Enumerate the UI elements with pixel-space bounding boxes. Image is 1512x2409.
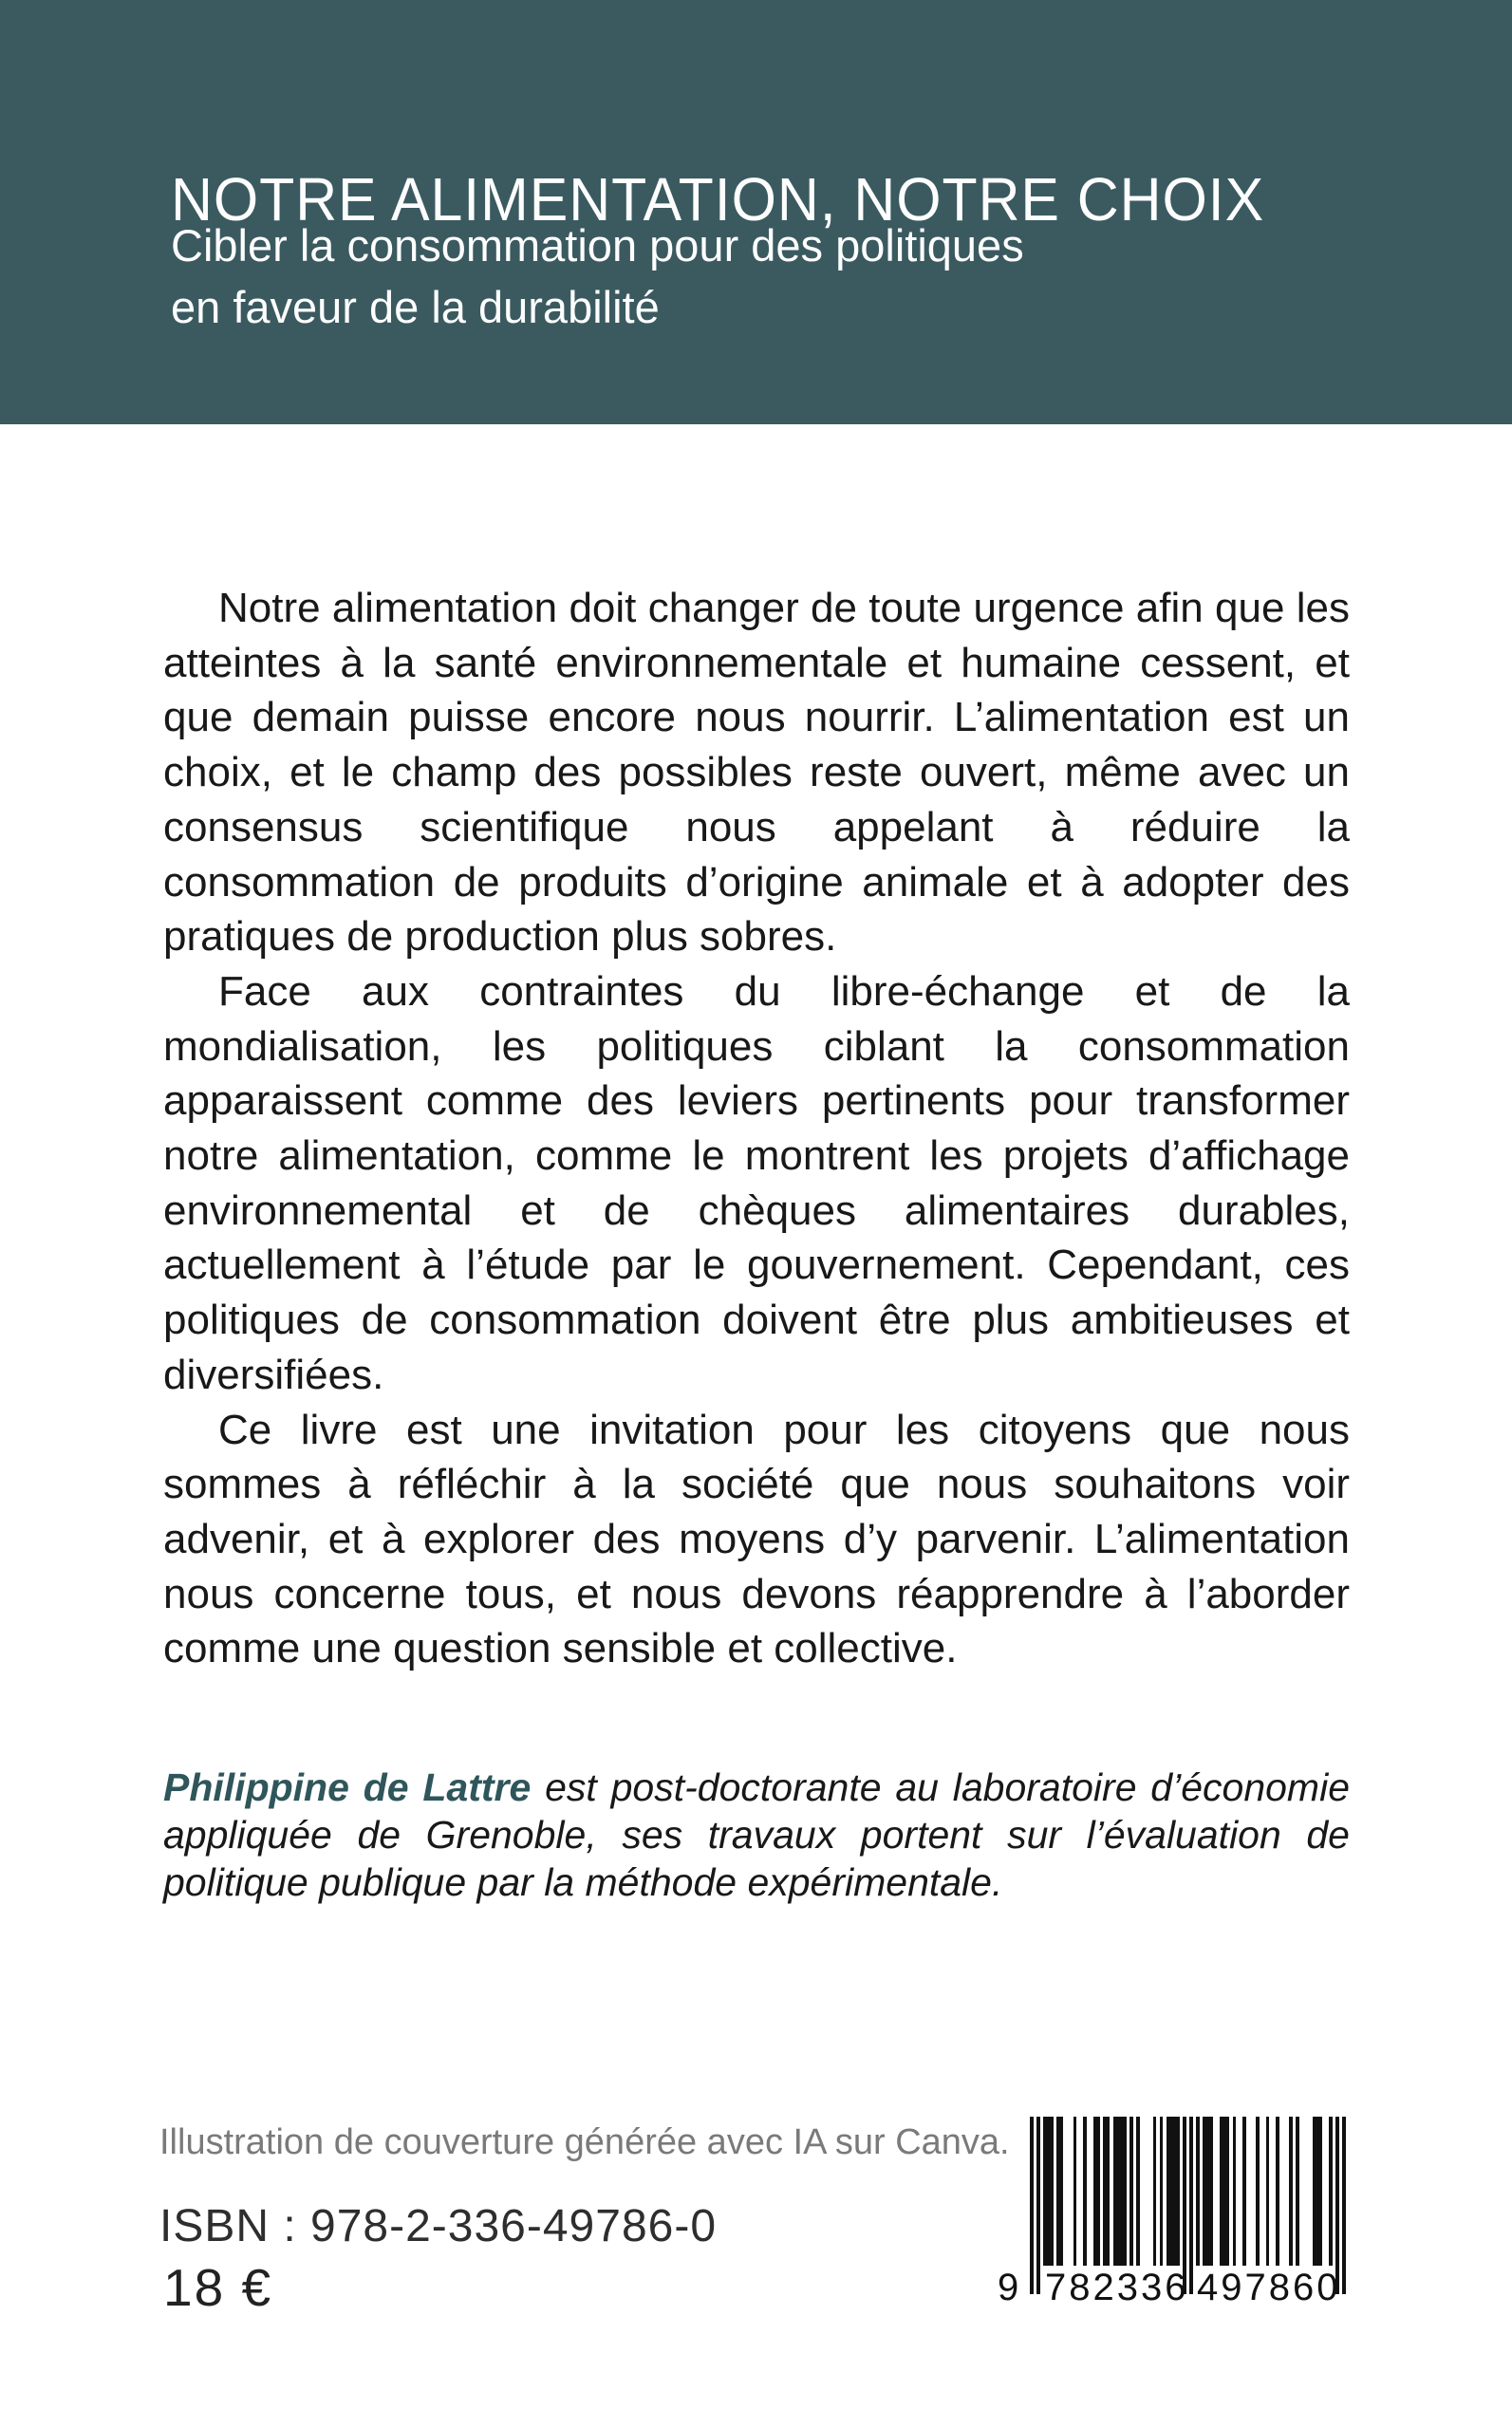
barcode [998,2117,1346,2316]
book-title: NOTRE ALIMENTATION, NOTRE CHOIX [171,164,1265,233]
back-cover-blurb [163,581,1350,1676]
subtitle-line-2: en faveur de la durabilité [171,282,660,332]
author-name: Philippine de Lattre [163,1765,532,1809]
isbn-label: ISBN : 978-2-336-49786-0 [159,2201,718,2251]
author-bio [163,1764,1350,1906]
price-label: 18 € [163,2258,273,2317]
cover-illustration-credit: Illustration de couverture générée avec IA sur Canva. [159,2122,1010,2162]
book-subtitle [171,215,1024,338]
header-band [0,0,1512,424]
blurb-paragraph-3: Ce livre est une invitation pour les citoyens que nous sommes à réfléchir à la société que nous souhaitons voir advenir, et à explorer des moyens d’y parvenir. L’alimentation nous concerne tous, et nous devons réapprendre à l’aborder comme une question sensible et collective. [163,1406,1350,1672]
barcode-digit-lead: 9 [998,2267,1019,2308]
blurb-paragraph-1: Notre alimentation doit changer de toute urgence afin que les atteintes à la santé environnementale et humaine cessent, et que demain puisse encore nous nourrir. L’alimentation est un choix, et le champ des possibles reste ouvert, même avec un consensus scientifique nous appelant à réduire la consommation de produits d’origine animale et à adopter des pratiques de production plus sobres. [163,585,1350,961]
barcode-digits-group1: 782336 [1045,2267,1189,2308]
author-bio-text: est post-doctorante au laboratoire d’économie appliquée de Grenoble, ses travaux portent sur l’évaluation de politique publique par la méthode expérimentale. [163,1765,1350,1904]
subtitle-line-1: Cibler la consommation pour des politiques [171,220,1024,271]
barcode-digits-group2: 497860 [1197,2267,1341,2308]
blurb-paragraph-2: Face aux contraintes du libre-échange et de la mondialisation, les politiques ciblant la consommation apparaissent comme des leviers pertinents pour transformer notre alimentation, comme le montrent les projets d’affichage environnemental et de chèques alimentaires durables, actuellement à l’étude par le gouvernement. Cependant, ces politiques de consommation doivent être plus ambitieuses et diversifiées. [163,967,1350,1398]
